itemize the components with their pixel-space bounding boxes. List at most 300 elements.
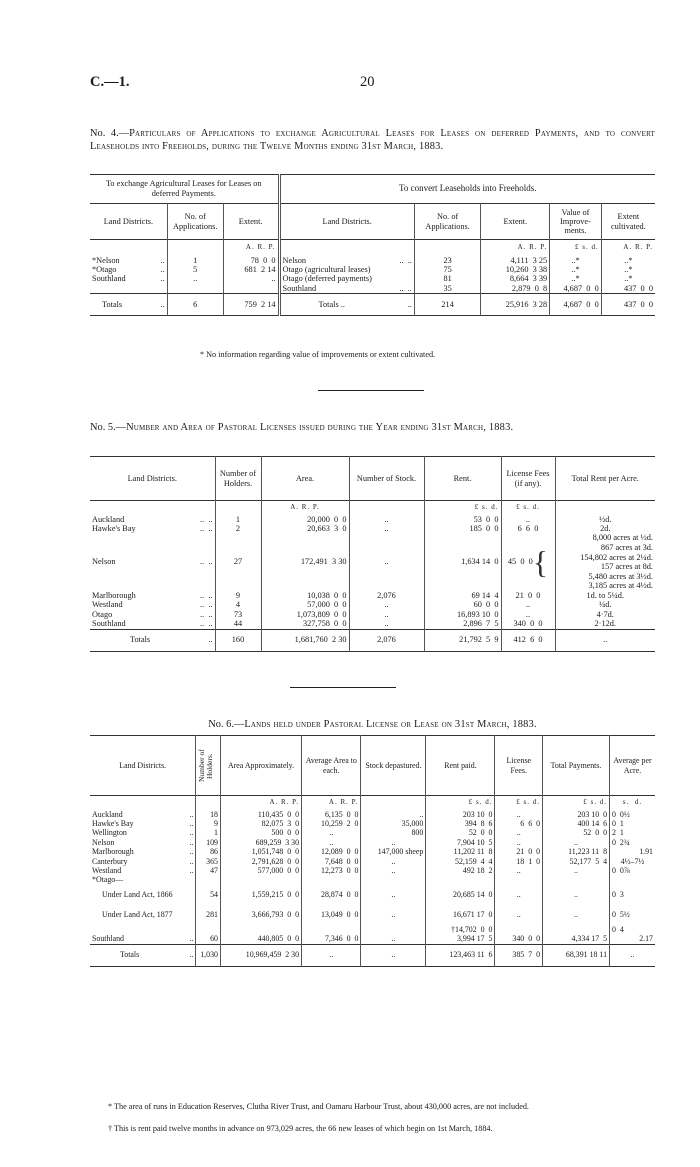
table4-group-right: To convert Leaseholds into Freeholds. <box>398 183 537 194</box>
table5-cell-area: 1,073,809 0 0 <box>261 610 349 619</box>
table4-units-cultivated: A. R. P. <box>623 243 653 252</box>
table6-cell-fees: .. <box>495 866 543 875</box>
table6-cell-per: 1.91 <box>639 847 653 857</box>
table6-cell-land: Under Land Act, 1866 <box>102 890 173 900</box>
leader-dots: .. <box>189 950 194 960</box>
leader-dots: .. .. <box>200 514 213 524</box>
table6-cell-land: Southland <box>92 934 125 944</box>
table6-number: No. 6.— <box>208 719 245 730</box>
table6-cell-total: .. <box>543 866 610 875</box>
table6-cell-holders: 281 <box>196 905 221 925</box>
table6-footnote-1: * The area of runs in Education Reserves, Clutha River Trust, and Oamaru Harbour Trust, about 430,000 acres, are not included. <box>108 1102 529 1111</box>
leader-dots: .. .. <box>200 557 213 567</box>
table6-cell-fees: 6 6 0 <box>495 819 543 828</box>
table6-cell-per: 0 2¾ <box>612 837 630 847</box>
table5-cell-area: 20,663 3 0 <box>261 524 349 533</box>
table6-cell-rent: 11,202 11 8 <box>426 847 495 856</box>
rate-line: 5,480 acres at 3½d. <box>588 571 653 581</box>
table6-cell-holders: 86 <box>196 847 221 856</box>
table4-cell-apps2: 81 <box>414 274 481 283</box>
table5-cell-holders: 4 <box>215 600 261 609</box>
table6-header-total: Total Payments. <box>543 736 610 796</box>
table4-cell-land2: Nelson <box>282 255 307 265</box>
rate-line: 8,000 acres at ½d. <box>592 533 653 543</box>
table5-cell-stock: 2,076 <box>349 591 424 600</box>
table6-cell-area: 3,666,793 0 0 <box>221 905 302 925</box>
table5-units-area: A. R. P. <box>261 501 349 515</box>
table4-cell-apps: .. <box>167 274 223 283</box>
table6-cell-avg: 10,259 2 0 <box>302 819 361 828</box>
table4-cell-land: *Otago <box>92 264 117 274</box>
brace: { <box>532 544 549 581</box>
table5-header-holders: Number of Holders. <box>215 457 261 501</box>
table5-cell-stock: .. <box>349 610 424 619</box>
table6-cell-land: *Otago— <box>90 875 196 884</box>
table5-cell-rate: 2·12d. <box>594 619 616 629</box>
table6-cell-rent: 3,994 17 5 <box>426 934 495 944</box>
table5-cell-land: Marlborough <box>92 590 136 600</box>
table4-cell-apps: 5 <box>167 265 223 274</box>
table4-cell-value: ..* <box>550 274 602 283</box>
table6-cell-holders: 47 <box>196 866 221 875</box>
table6-cell-per: 0 3 <box>612 890 624 900</box>
rate-line: 154,802 acres at 2¼d. <box>580 552 653 562</box>
table4-totals-cultivated: 437 0 0 <box>623 299 653 309</box>
table6-cell-rent: 52,159 4 4 <box>426 857 495 866</box>
table6-totals-stock: .. <box>361 944 426 966</box>
table5-cell-stock: .. <box>349 524 424 533</box>
table6-cell-avg: 13,049 0 0 <box>302 905 361 925</box>
table6-totals-per: .. <box>630 950 635 960</box>
table6-cell-rent: 16,671 17 0 <box>426 905 495 925</box>
section-divider <box>290 687 396 688</box>
table6-cell-per: 0 4 <box>612 924 624 934</box>
table5-header-fees: License Fees (if any). <box>501 457 555 501</box>
table5-cell-holders: 1 <box>215 515 261 524</box>
table6-header-area: Area Approximately. <box>221 736 302 796</box>
table5-cell-rent: 185 0 0 <box>424 524 501 533</box>
rate-line: 157 acres at 8d. <box>600 562 653 572</box>
table6-title <box>90 718 655 731</box>
table-row <box>90 925 655 934</box>
table5-cell-land: Southland <box>92 619 126 629</box>
table4-totals-extent: 759 2 14 <box>223 294 279 316</box>
table6-cell-rent: 492 18 2 <box>426 866 495 875</box>
table6-cell-land: Canterbury <box>92 856 128 866</box>
table5-cell-rent: 2,896 7 5 <box>424 619 501 629</box>
table4-header-cultivated: Extent cultivated. <box>610 212 646 231</box>
table6-cell-land: Hawke's Bay <box>92 818 134 828</box>
table6-cell-per: 4½–7½ <box>620 856 645 866</box>
table5-totals-area: 1,681,760 2 30 <box>261 629 349 651</box>
leader-dots: .. <box>189 837 194 847</box>
table4-header-apps: No. of Applications. <box>167 204 223 240</box>
table4-footnote: * No information regarding value of improvements or extent cultivated. <box>200 350 436 359</box>
table5-cell-fees: 21 0 0 <box>501 591 555 600</box>
table4-totals-label2: Totals .. <box>318 299 345 309</box>
rate-line: 3,185 acres at 4½d. <box>588 581 653 591</box>
table6-cell-fees: 21 0 0 <box>495 847 543 856</box>
table6-cell-land: Marlborough <box>92 847 134 857</box>
table4-cell-cultivated: 437 0 0 <box>623 283 653 293</box>
table6-cell-stock: 800 <box>361 828 426 837</box>
table5-header-land: Land Districts. <box>90 457 215 501</box>
leader-dots: .. .. <box>200 523 213 533</box>
table4-cell-cultivated: ..* <box>624 255 633 265</box>
table4-totals-apps2: 214 <box>414 294 481 316</box>
table-row <box>90 838 655 847</box>
table6-cell-rent: 394 8 6 <box>426 819 495 828</box>
leader-dots: .. <box>160 264 165 274</box>
table4-group-left: To exchange Agricultural Leases for Leases on deferred Payments. <box>90 175 279 204</box>
table4-cell-value: ..* <box>550 265 602 274</box>
table5-cell-land: Westland <box>92 600 123 610</box>
table6-cell-land: Westland <box>92 865 122 875</box>
table5-cell-land: Hawke's Bay <box>92 523 136 533</box>
table4-cell-extent: .. <box>223 274 279 283</box>
table6-cell-per: 0 0⅞ <box>612 865 630 875</box>
table5-cell-rate-lines <box>555 533 655 591</box>
table6-cell-land: Nelson <box>92 837 115 847</box>
table6-cell-avg: 28,874 0 0 <box>302 885 361 905</box>
table-row <box>90 591 655 600</box>
table5-cell-holders: 9 <box>215 591 261 600</box>
table5-cell-rent: 1,634 14 0 <box>424 533 501 591</box>
table4-cell-land2: Otago (deferred payments) <box>282 274 372 284</box>
table4-cell-cultivated: ..* <box>624 264 633 274</box>
table5-cell-rate: ½d. <box>599 514 612 524</box>
table5-title <box>90 421 655 434</box>
table5-units-fees: £ s. d. <box>501 501 555 515</box>
table5-cell-rent: 16,893 10 0 <box>424 610 501 619</box>
table5-cell-land: Nelson <box>92 557 116 567</box>
table6-cell-stock: .. <box>361 810 426 819</box>
table5-cell-fees: .. <box>501 610 555 619</box>
table6-cell-avg: 7,346 0 0 <box>302 934 361 944</box>
table6-cell-total: 11,223 11 8 <box>543 847 610 856</box>
table5-header-rate: Total Rent per Acre. <box>571 473 639 483</box>
table5-cell-rent: 60 0 0 <box>424 600 501 609</box>
table5-cell-fees: .. <box>501 515 555 524</box>
fee-value: 45 0 0 <box>507 557 533 566</box>
table6-cell-stock: .. <box>361 866 426 875</box>
table4-header-extent2: Extent. <box>481 204 550 240</box>
table6-cell-holders: 9 <box>196 819 221 828</box>
table6 <box>90 735 655 967</box>
table-row <box>90 819 655 828</box>
table6-header-fees: License Fees. <box>495 736 543 796</box>
table6-units-area: A. R. P. <box>221 796 302 810</box>
table4-title <box>90 127 655 153</box>
table6-cell-per: 0 5½ <box>612 910 630 920</box>
leader-dots: .. <box>189 865 194 875</box>
leader-dots: .. <box>407 299 412 309</box>
leader-dots: .. .. <box>200 600 213 610</box>
table6-cell-fees: 340 0 0 <box>495 934 543 944</box>
table5-cell-holders: 27 <box>215 533 261 591</box>
table6-units-avg: A. R. P. <box>302 796 361 810</box>
table5-cell-holders: 44 <box>215 619 261 629</box>
table6-cell-rent: 7,904 10 5 <box>426 838 495 847</box>
table4-title-text: Particulars of Applications to exchange Agricultural Leases for Leases on deferred Payments, and to convert Leaseholds into Freeholds, during the Twelve Months ending 31st March, 1883. <box>90 128 655 153</box>
table6-cell-total: 203 10 0 <box>543 810 610 819</box>
table4-units-extent: A. R. P. <box>223 240 279 256</box>
table6-cell-stock: .. <box>361 885 426 905</box>
table4-totals-label: Totals <box>102 299 123 309</box>
table-row <box>90 533 655 591</box>
table-row <box>90 610 655 619</box>
table4-cell-value: 4,687 0 0 <box>550 284 602 294</box>
table5-cell-holders: 2 <box>215 524 261 533</box>
table6-totals-rent: 123,463 11 6 <box>426 944 495 966</box>
leader-dots: .. <box>189 809 194 819</box>
table5-cell-stock: .. <box>349 600 424 609</box>
table6-cell-area: 2,791,628 0 0 <box>221 857 302 866</box>
leader-dots: .. .. <box>399 255 412 265</box>
table6-header-stock: Stock depastured. <box>361 736 426 796</box>
table-row <box>90 866 655 875</box>
table6-cell-rent: 203 10 0 <box>426 810 495 819</box>
leader-dots: .. <box>160 255 165 265</box>
table-row <box>90 857 655 866</box>
page-number: 20 <box>360 74 375 90</box>
table5 <box>90 456 655 652</box>
table4-cell-apps2: 23 <box>414 256 481 265</box>
table6-cell-stock: 147,000 sheep <box>361 847 426 856</box>
table6-cell-area: 689,259 3 30 <box>221 838 302 847</box>
table-row <box>90 524 655 533</box>
table4-cell-extent: 78 0 0 <box>223 256 279 265</box>
table6-cell-total: 52,177 5 4 <box>543 857 610 866</box>
table-row <box>90 828 655 837</box>
table5-header-stock: Number of Stock. <box>349 457 424 501</box>
table6-totals-holders: 1,030 <box>196 944 221 966</box>
table6-totals-total: 68,391 18 11 <box>543 944 610 966</box>
table4-header-value: Value of Improve-ments. <box>550 204 602 240</box>
table-row <box>90 847 655 856</box>
leader-dots: .. <box>189 828 194 838</box>
leader-dots: .. .. <box>399 283 412 293</box>
table5-totals-holders: 160 <box>215 629 261 651</box>
table4-totals-apps: 6 <box>167 294 223 316</box>
table5-header-area: Area. <box>261 457 349 501</box>
table5-totals-stock: 2,076 <box>349 629 424 651</box>
table5-cell-stock: .. <box>349 533 424 591</box>
table6-header-rent: Rent paid. <box>426 736 495 796</box>
table-row <box>90 885 655 905</box>
table4-cell-land: *Nelson <box>92 255 120 265</box>
table5-units-rent: £ s. d. <box>424 501 501 515</box>
page-header <box>0 74 700 94</box>
table5-cell-fees: 6 6 0 <box>501 524 555 533</box>
leader-dots: .. <box>189 856 194 866</box>
table6-cell-per: 2 1 <box>612 828 624 838</box>
table6-cell-total: .. <box>543 885 610 905</box>
leader-dots: .. <box>160 299 165 309</box>
table4-cell-extent: 681 2 14 <box>223 265 279 274</box>
table6-cell-stock: .. <box>361 857 426 866</box>
table6-cell-holders: 18 <box>196 810 221 819</box>
table5-cell-rate: 1d. to 5¼d. <box>586 590 625 600</box>
table4-cell-apps2: 75 <box>414 265 481 274</box>
table4-cell-extent2: 2,879 0 8 <box>481 284 550 294</box>
document-code: C.—1. <box>90 74 130 90</box>
table6-cell-area: 82,075 3 0 <box>221 819 302 828</box>
table6-cell-total: .. <box>543 838 610 847</box>
table6-header-land: Land Districts. <box>90 736 196 796</box>
table4-header-apps2: No. of Applications. <box>414 204 481 240</box>
table4-cell-cultivated: ..* <box>624 274 633 284</box>
table5-cell-holders: 73 <box>215 610 261 619</box>
table5-cell-area: 172,491 3 30 <box>261 533 349 591</box>
table-row <box>90 619 655 629</box>
table6-cell-per: 0 1 <box>612 818 624 828</box>
table6-cell-total: 400 14 6 <box>543 819 610 828</box>
table6-cell-rent: †14,702 0 0 <box>426 925 495 934</box>
table5-totals-rate: .. <box>603 635 608 645</box>
table6-cell-stock: .. <box>361 905 426 925</box>
table-row <box>90 810 655 819</box>
table4-header-land2: Land Districts. <box>279 204 414 240</box>
table6-cell-land: Wellington <box>92 828 127 838</box>
table5-totals-fees: 412 6 0 <box>501 629 555 651</box>
table4-header-land: Land Districts. <box>90 204 167 240</box>
table4-cell-extent2: 8,664 3 39 <box>481 274 550 283</box>
table6-cell-fees: .. <box>495 810 543 819</box>
table6-header-avg: Average Area to each. <box>302 736 361 796</box>
table6-cell-total: 52 0 0 <box>543 828 610 837</box>
table6-cell-area: 1,051,748 0 0 <box>221 847 302 856</box>
table4-cell-land2: Otago (agricultural leases) <box>282 264 371 274</box>
table6-cell-fees: .. <box>495 905 543 925</box>
table4-header-extent: Extent. <box>223 204 279 240</box>
table6-units-fees: £ s. d. <box>495 796 543 810</box>
table5-totals-rent: 21,792 5 9 <box>424 629 501 651</box>
table6-cell-area: 577,000 0 0 <box>221 866 302 875</box>
table6-cell-rent: 20,685 14 0 <box>426 885 495 905</box>
table5-cell-land: Otago <box>92 609 113 619</box>
table5-cell-stock: .. <box>349 619 424 629</box>
section-divider <box>318 390 424 391</box>
table5-cell-land: Auckland <box>92 514 125 524</box>
table6-cell-area: 500 0 0 <box>221 828 302 837</box>
table6-cell-avg: 6,135 0 0 <box>302 810 361 819</box>
table6-cell-total: .. <box>543 905 610 925</box>
table6-cell-per: 0 0½ <box>612 809 630 819</box>
table6-cell-fees: .. <box>495 828 543 837</box>
table6-cell-avg: .. <box>302 838 361 847</box>
leader-dots: .. <box>189 847 194 857</box>
leader-dots: .. .. <box>200 619 213 629</box>
table6-cell-holders: 365 <box>196 857 221 866</box>
table6-totals-row <box>90 944 655 966</box>
table4-totals-extent2: 25,916 3 28 <box>481 294 550 316</box>
table-row <box>90 256 655 265</box>
table5-number: No. 5.— <box>90 422 127 433</box>
table6-cell-land: Auckland <box>92 809 123 819</box>
table5-cell-stock: .. <box>349 515 424 524</box>
table6-header-holders <box>196 736 221 796</box>
leader-dots: .. <box>189 818 194 828</box>
table4-cell-extent2: 4,111 3 25 <box>481 256 550 265</box>
table-row <box>90 600 655 609</box>
table5-cell-rent: 69 14 4 <box>424 591 501 600</box>
table6-cell-fees: 18 1 0 <box>495 857 543 866</box>
table4 <box>90 174 655 316</box>
table6-totals-fees: 385 7 0 <box>495 944 543 966</box>
table-row <box>90 274 655 283</box>
table6-cell-land: Under Land Act, 1877 <box>102 910 173 920</box>
table4-cell-apps2: 35 <box>414 284 481 294</box>
table5-cell-rent: 53 0 0 <box>424 515 501 524</box>
table6-cell-avg: .. <box>302 828 361 837</box>
rate-line: 867 acres at 3d. <box>600 542 653 552</box>
table4-cell-land: Southland <box>92 274 126 284</box>
table6-cell-total: 4,334 17 5 <box>543 934 610 944</box>
table5-cell-fees: .. <box>501 600 555 609</box>
table4-totals-row <box>90 294 655 316</box>
table6-totals-avg: .. <box>302 944 361 966</box>
table6-cell-area: 1,559,215 0 0 <box>221 885 302 905</box>
table5-cell-rate: 4·7d. <box>596 609 614 619</box>
table6-cell-avg: 12,089 0 0 <box>302 847 361 856</box>
table4-cell-extent2: 10,260 3 38 <box>481 265 550 274</box>
table4-number: No. 4.— <box>90 128 130 139</box>
table6-cell-avg: 12,273 0 0 <box>302 866 361 875</box>
table4-cell-apps: 1 <box>167 256 223 265</box>
table5-cell-rate: 2d. <box>600 523 611 533</box>
table5-cell-rate: ¼d. <box>599 600 612 610</box>
table-row <box>90 905 655 925</box>
table6-cell-area: 110,435 0 0 <box>221 810 302 819</box>
table6-cell-fees: .. <box>495 885 543 905</box>
table6-cell-stock: 35,000 <box>361 819 426 828</box>
table5-totals-row <box>90 629 655 651</box>
table6-cell-avg: 7,648 0 0 <box>302 857 361 866</box>
table6-cell-area: 440,805 0 0 <box>221 934 302 944</box>
table-row <box>90 875 655 884</box>
leader-dots: .. <box>208 635 213 645</box>
table6-cell-holders: 60 <box>196 934 221 944</box>
table4-cell-land2: Southland <box>282 283 317 293</box>
table5-cell-fees: 340 0 0 <box>501 619 555 629</box>
table4-units-value: £ s. d. <box>550 240 602 256</box>
table6-cell-fees: .. <box>495 838 543 847</box>
table6-cell-rent: 52 0 0 <box>426 828 495 837</box>
table4-cell-value: ..* <box>550 256 602 265</box>
table6-footnote-2: † This is rent paid twelve months in advance on 973,029 acres, the 66 new leases of which begin on 1st March, 1884. <box>108 1124 493 1133</box>
table5-title-text: Number and Area of Pastoral Licenses issued during the Year ending 31st March, 1883. <box>126 422 514 433</box>
table-row <box>90 934 655 944</box>
table5-cell-area: 20,000 0 0 <box>261 515 349 524</box>
table4-totals-value: 4,687 0 0 <box>550 294 602 316</box>
leader-dots: .. .. <box>200 609 213 619</box>
table6-title-text: Lands held under Pastoral License or Lease on 31st March, 1883. <box>244 719 537 730</box>
table6-units-rent: £ s. d. <box>426 796 495 810</box>
table6-header-per: Average per Acre. <box>613 756 652 775</box>
table5-header-rent: Rent. <box>424 457 501 501</box>
table6-units-total: £ s. d. <box>543 796 610 810</box>
table6-totals-area: 10,969,459 2 30 <box>221 944 302 966</box>
table-row <box>90 284 655 294</box>
table6-totals-label: Totals <box>120 950 140 960</box>
table4-units-extent2: A. R. P. <box>481 240 550 256</box>
table6-cell-per: 2.17 <box>639 934 653 944</box>
table5-cell-area: 10,038 0 0 <box>261 591 349 600</box>
table-row <box>90 265 655 274</box>
table6-units-per: s. d. <box>622 798 643 807</box>
table6-cell-holders: 1 <box>196 828 221 837</box>
